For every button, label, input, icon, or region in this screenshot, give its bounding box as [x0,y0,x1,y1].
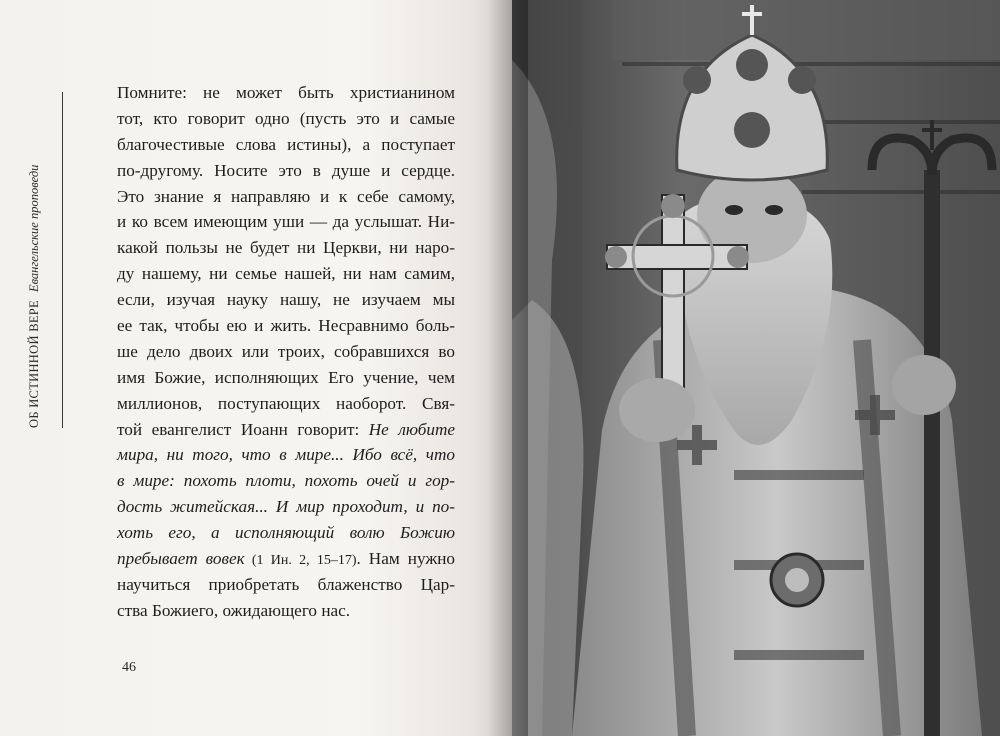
gutter-shadow [488,0,528,736]
body-text [117,80,455,624]
running-head-title: ОБ ИСТИННОЙ ВЕРЕ [27,300,41,428]
text-segment: той евангелист Иоанн говорит: [117,419,369,439]
text-line: ее так, чтобы ею и жить. Несравнимо боль- [117,316,455,336]
quote-line [117,468,455,494]
text-line: ства Божиего, ожидающего нас. [117,600,351,620]
quote-segment: мира, ни того, что в мире... Ибо всё, что [117,445,455,465]
text-line: имя Божие, исполняющих Его учение, чем [117,367,455,387]
quote-segment: в мире: похоть плоти, похоть очей и гор- [117,471,455,491]
quote-segment: Не любите [368,419,455,439]
text-line: ше дело двоих или троих, собравшихся во [117,341,455,361]
quote-segment: пребывает вовек [117,549,245,569]
quote-line [117,442,455,468]
text-line: какой пользы не будет ни Церкви, ни наро- [117,238,455,258]
text-line: по-другому. Носите это в душе и сердце. [117,160,455,180]
text-line: благочестивые слова истины), а поступает [117,134,455,154]
running-head-subtitle: Евангельские проповеди [27,164,41,293]
text-line [117,417,455,443]
text-line: научиться приобретать блаженство Цар- [117,574,455,594]
running-head-rule [62,92,63,428]
text-line [117,546,455,572]
text-line: тот, кто говорит одно (пусть это и самые [117,108,455,128]
citation: (1 Ин. 2, 15–17) [244,553,357,569]
text-line: миллионов, поступающих наоборот. Свя- [117,393,455,413]
text-segment: . Нам нужно [356,549,455,569]
text-line: и ко всем имеющим уши — да услышат. Ни- [117,212,455,232]
bishop-portrait-photo [512,0,1000,736]
text-line: Это знание я направляю и к себе самому, [117,186,455,206]
text-line: Помните: не может быть христианином [117,83,455,102]
running-head [20,92,60,428]
text-line: ду нашему, ни семье нашей, ни нам самим, [117,264,455,284]
quote-segment: хоть его, а исполняющий волю Божию [117,523,455,543]
quote-line [117,494,455,520]
text-line: если, изучая науку нашу, не изучаем мы [117,290,455,310]
quote-segment: дость житейская... И мир проходит, и по- [117,497,455,517]
quote-line [117,520,455,546]
page-number: 46 [122,660,136,675]
